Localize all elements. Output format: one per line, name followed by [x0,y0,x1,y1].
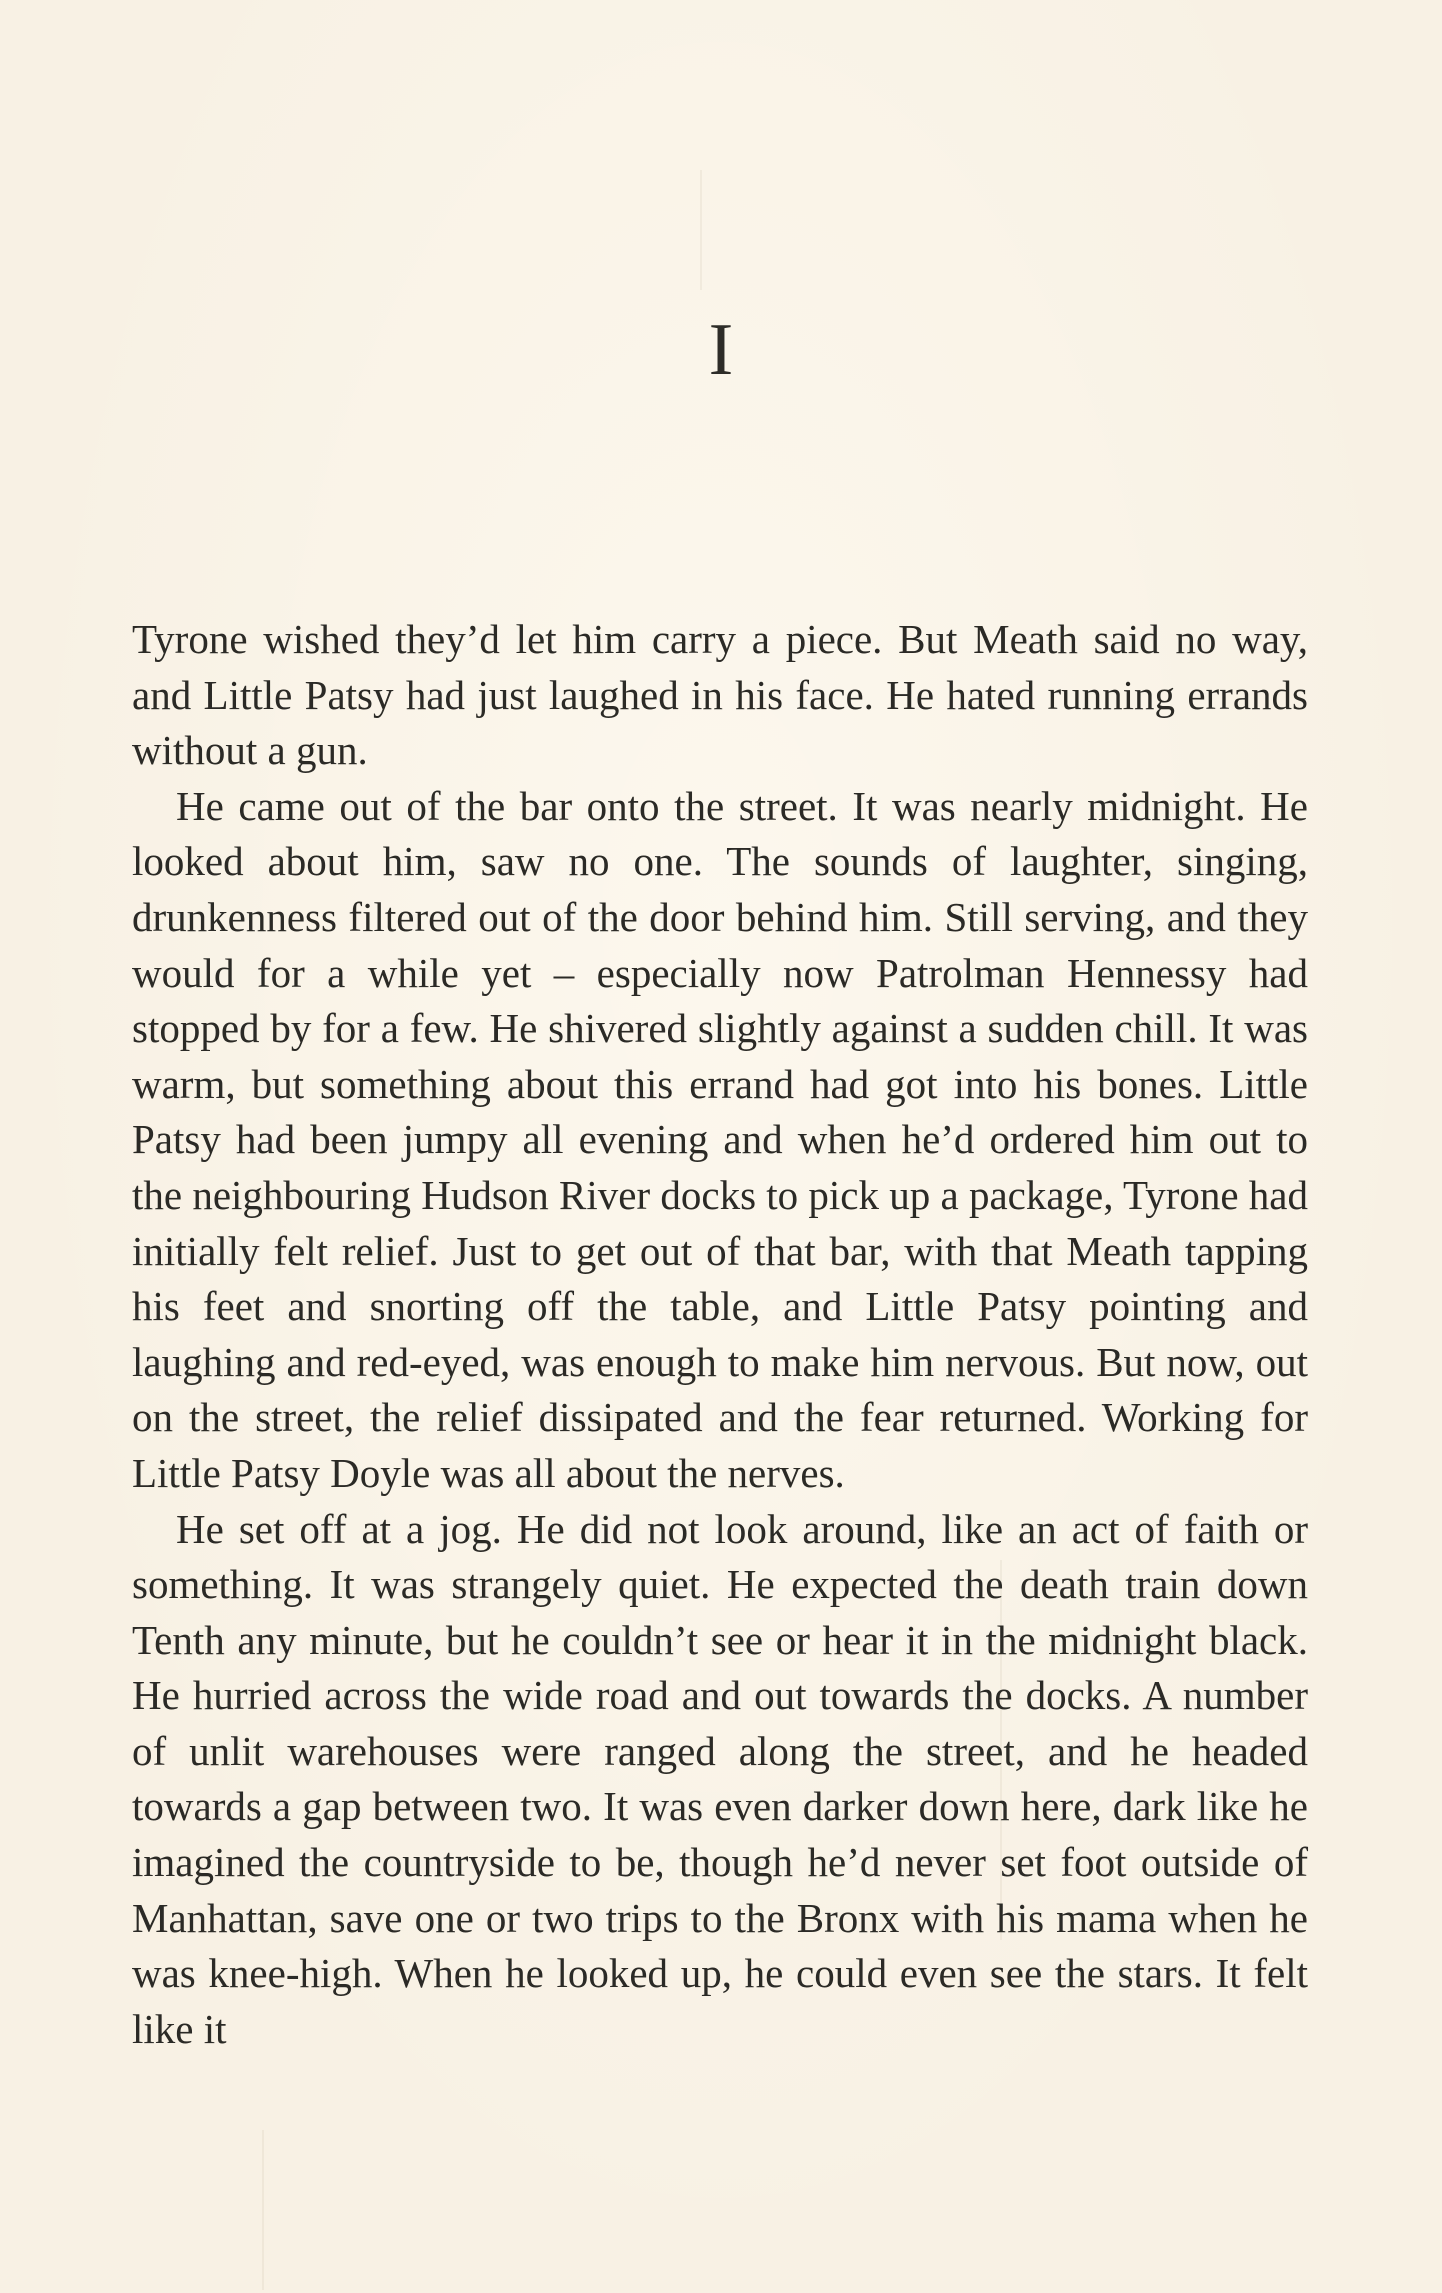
show-through-mark [700,170,702,290]
paragraph: Tyrone wished they’d let him carry a piece. But Meath said no way, and Little Patsy had just laughed in his face. He hated running errands without a gun. [132,616,1308,774]
body-text [132,612,1308,2057]
paragraph: He came out of the bar onto the street. It was nearly midnight. He looked about him, saw no one. The sounds of laughter, singing, drunkenness filtered out of the door behind him. Still serving, and they would for a while yet – especially now Patrolman Hennessy had stopped by for a few. He shivered slightly against a sudden chill. It was warm, but something about this errand had got into his bones. Little Patsy had been jumpy all evening and when he’d ordered him out to the neighbouring Hudson River docks to pick up a package, Tyrone had initially felt relief. Just to get out of that bar, with that Meath tapping his feet and snorting off the table, and Little Patsy pointing and laughing and red-eyed, was enough to make him nervous. But now, out on the street, the relief dissipated and the fear returned. Working for Little Patsy Doyle was all about the nerves. [132,782,1308,1496]
chapter-heading: I [708,309,734,391]
paragraph: He set off at a jog. He did not look around, like an act of faith or something. It was strangely quiet. He expected the death train down Tenth any minute, but he couldn’t see or hear it in the midnight black. He hurried across the wide road and out towards the docks. A number of unlit warehouses were ranged along the street, and he headed towards a gap between two. It was even darker down here, dark like he imagined the countryside to be, though he’d never set foot outside of Manhattan, save one or two trips to the Bronx with his mama when he was knee-high. When he looked up, he could even see the stars. It felt like it [132,1505,1308,2052]
show-through-mark [262,2130,264,2290]
